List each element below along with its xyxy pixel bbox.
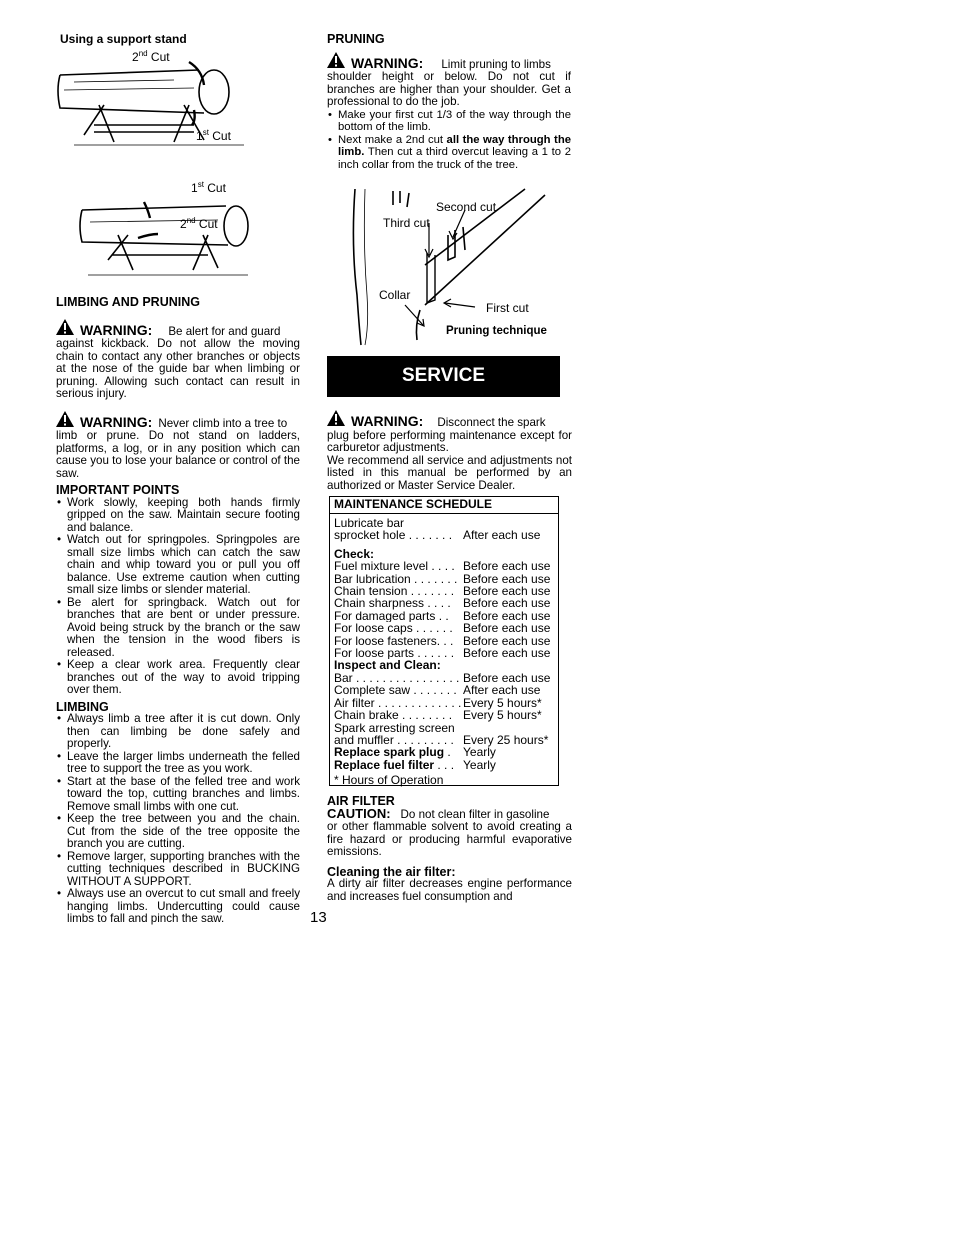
list-item: • Next make a 2nd cut all the way through the limb. Then cut a third overcut leaving a 1 to 2 inch collar from the truck of the tree. bbox=[327, 134, 571, 172]
schedule-row: Replace spark plug . Yearly bbox=[334, 745, 496, 760]
service-title: SERVICE bbox=[401, 365, 486, 387]
schedule-row: For loose caps . . . . . . Before each use bbox=[334, 621, 551, 636]
air-filter-section bbox=[327, 795, 572, 903]
schedule-row: Chain tension . . . . . . . Before each use bbox=[334, 584, 551, 599]
recommend-text: We recommend all service and adjustments not listed in this manual be performed by an authorized or Master Service Dealer. bbox=[327, 453, 572, 492]
fig-first-cut-label: First cut bbox=[486, 301, 529, 315]
schedule-row: and muffler . . . . . . . . . Every 25 hours* bbox=[334, 732, 549, 747]
caution-text: or other flammable solvent to avoid creating a fire hazard or producing harmful evaporative emissions. bbox=[327, 820, 572, 858]
inspect-heading: Inspect and Clean: bbox=[334, 658, 441, 673]
schedule-row: Chain sharpness . . . . Before each use bbox=[334, 596, 551, 611]
schedule-row: Fuel mixture level . . . . Before each use bbox=[334, 559, 551, 574]
service-text bbox=[327, 410, 572, 492]
warning-label: WARNING: bbox=[80, 321, 153, 338]
list-item: • Remove larger, supporting branches with the cutting techniques described in BUCKING WITHOUT A SUPPORT. bbox=[56, 851, 300, 889]
fig-third-cut-label: Third cut bbox=[383, 216, 430, 230]
fig-caption: Pruning technique bbox=[446, 325, 547, 337]
right-text-column bbox=[327, 33, 571, 171]
warning-label: WARNING: bbox=[351, 413, 424, 429]
limbing-pruning-heading: LIMBING AND PRUNING bbox=[56, 295, 200, 309]
important-points-heading: IMPORTANT POINTS bbox=[56, 483, 180, 497]
fig1-1st-cut-label: 1st Cut bbox=[196, 128, 231, 143]
schedule-row: Bar lubrication . . . . . . . Before each use bbox=[334, 571, 551, 586]
warning-text: against kickback. Do not allow the moving chain to contact any other branches or objects at the nose of the guide bar when limbing or pruning. Allowing such contact can result in serious injury. bbox=[56, 337, 300, 400]
warning-triangle-icon bbox=[56, 319, 74, 335]
fig-second-cut-label: Second cut bbox=[436, 200, 497, 214]
caution-label: CAUTION: bbox=[327, 805, 391, 821]
schedule-row: Replace fuel filter . . . Yearly bbox=[334, 757, 496, 772]
warning-text-first: Be alert for and guard bbox=[168, 324, 281, 338]
schedule-row: Chain brake . . . . . . . . Every 5 hours* bbox=[334, 708, 542, 723]
fig2-1st-cut-label: 1st Cut bbox=[191, 180, 226, 195]
maintenance-schedule bbox=[329, 496, 559, 786]
lubricate-line: Lubricate bar bbox=[334, 516, 405, 530]
page-number: 13 bbox=[310, 909, 327, 926]
warning-climb bbox=[56, 411, 300, 481]
left-text-column bbox=[56, 296, 300, 926]
list-item: • Leave the larger limbs underneath the felled tree to support the tree as you work. bbox=[56, 751, 300, 776]
warning-label: WARNING: bbox=[351, 54, 424, 71]
schedule-row: sprocket hole . . . . . . . After each use bbox=[334, 528, 541, 543]
spark-line: Spark arresting screen bbox=[334, 720, 455, 735]
maintenance-schedule-title: MAINTENANCE SCHEDULE bbox=[330, 497, 558, 514]
list-item: • Always use an overcut to cut small and freely hanging limbs. Undercutting could cause limbs to fall and pinch the saw. bbox=[56, 888, 300, 926]
warning-text-first: Limit pruning to limbs bbox=[441, 57, 551, 71]
warning-text: shoulder height or below. Do not cut if branches are higher than your shoulder. Get a professional to do the job. bbox=[327, 70, 571, 108]
warning-text: plug before performing maintenance except for carburetor adjustments. bbox=[327, 428, 572, 454]
list-item: • Keep the tree between you and the chain. Cut from the side of the tree opposite the branch you are cutting. bbox=[56, 813, 300, 851]
warning-label: WARNING: bbox=[80, 413, 153, 430]
warning-spark-plug bbox=[327, 410, 572, 455]
schedule-row: For loose fasteners. . . Before each use bbox=[334, 633, 551, 648]
footnote: * Hours of Operation bbox=[334, 773, 444, 788]
warning-text: limb or prune. Do not stand on ladders, platforms, a log, or in any position which can cause you to lose your balance or control of the saw. bbox=[56, 429, 300, 480]
cleaning-heading: Cleaning the air filter: bbox=[327, 864, 456, 879]
important-points-list bbox=[56, 497, 300, 697]
cleaning-text: A dirty air filter decreases engine performance and increases fuel consumption and bbox=[327, 877, 572, 903]
fig1-2nd-cut-label: 2nd Cut bbox=[132, 49, 170, 64]
warning-pruning bbox=[327, 52, 571, 109]
fig2-2nd-cut-label: 2nd Cut bbox=[180, 216, 218, 231]
schedule-row: For loose parts . . . . . . Before each use bbox=[334, 646, 551, 661]
schedule-row: Air filter . . . . . . . . . . . . . Every 5 hours* bbox=[334, 695, 542, 710]
support-stand-figure-2 bbox=[78, 190, 258, 285]
limbing-heading: LIMBING bbox=[56, 699, 109, 714]
warning-text-first: Never climb into a tree to bbox=[158, 416, 288, 430]
list-item: • Keep a clear work area. Frequently clear branches out of the way to avoid tripping over them. bbox=[56, 659, 300, 697]
warning-triangle-icon bbox=[327, 410, 345, 426]
pruning-list bbox=[327, 109, 571, 172]
warning-kickback bbox=[56, 319, 300, 401]
warning-triangle-icon bbox=[56, 411, 74, 427]
fig-collar-label: Collar bbox=[379, 288, 411, 302]
pruning-heading: PRUNING bbox=[327, 32, 385, 46]
schedule-row: For damaged parts . . Before each use bbox=[334, 608, 551, 623]
warning-triangle-icon bbox=[327, 52, 345, 68]
list-item: • Always limb a tree after it is cut down. Only then can limbing be done safely and properly. bbox=[56, 713, 300, 751]
limbing-list bbox=[56, 713, 300, 926]
list-item: • Work slowly, keeping both hands firmly gripped on the saw. Maintain secure footing and balance. bbox=[56, 497, 300, 535]
service-banner bbox=[327, 356, 560, 397]
support-stand-title: Using a support stand bbox=[60, 32, 187, 46]
support-stand-figure-1 bbox=[54, 50, 254, 160]
caution-text-first: Do not clean filter in gasoline bbox=[400, 807, 550, 821]
air-filter-heading: AIR FILTER bbox=[327, 794, 395, 808]
list-item: • Make your first cut 1/3 of the way through the bottom of the limb. bbox=[327, 109, 571, 134]
list-item: • Be alert for springback. Watch out for branches that are bent or under pressure. Avoid being struck by the branch or the saw when the tension in the wood fibers is released. bbox=[56, 597, 300, 660]
list-item: • Watch out for springpoles. Springpoles are small size limbs which can catch the saw chain and whip toward you or pull you off balance. Use extreme caution when cutting small size limbs or slender material. bbox=[56, 534, 300, 597]
warning-text-first: Disconnect the spark bbox=[437, 416, 546, 429]
check-heading: Check: bbox=[334, 546, 375, 561]
schedule-row: Bar . . . . . . . . . . . . . . . . Before each use bbox=[334, 670, 551, 685]
list-item: • Start at the base of the felled tree and work toward the top, cutting branches and limbs. Remove small limbs with one cut. bbox=[56, 776, 300, 814]
schedule-row: Complete saw . . . . . . . After each use bbox=[334, 683, 541, 698]
